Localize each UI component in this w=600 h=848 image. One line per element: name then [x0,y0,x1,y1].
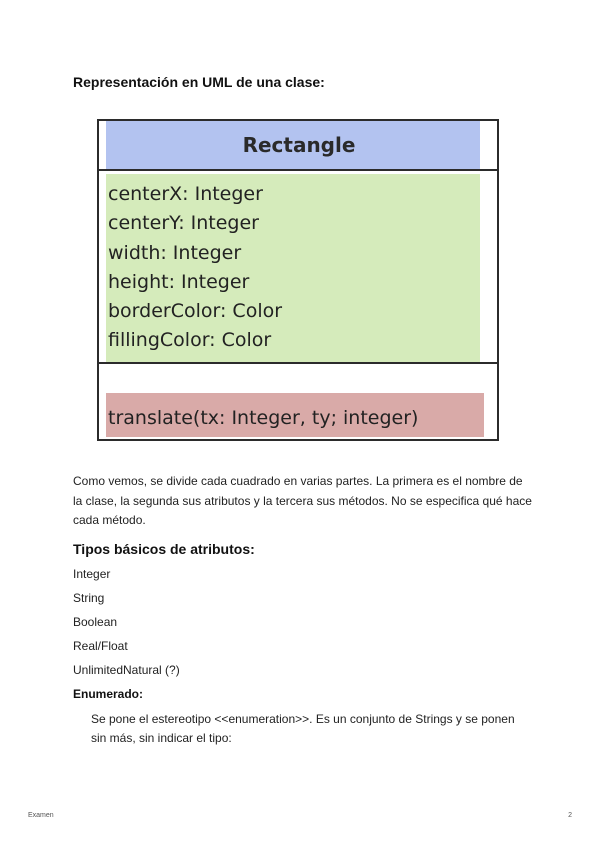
basic-types-list [73,566,180,686]
uml-attributes-list [108,180,282,356]
uml-attribute: fillingColor: Color [108,329,272,352]
enum-paragraph: Se pone el estereotipo <<enumeration>>. Es un conjunto de Strings y se ponen sin más, sin indicar el tipo: [91,712,515,745]
type-item: UnlimitedNatural (?) [73,663,180,677]
uml-class-diagram [97,119,499,441]
type-item: String [73,591,105,605]
uml-name-compartment [99,121,499,171]
type-item: Real/Float [73,639,128,653]
uml-attribute: centerX: Integer [108,183,263,205]
description-paragraph: Como vemos, se divide cada cuadrado en varias partes. La primera es el nombre de la clase, la segunda sus atributos y la tercera sus métodos. No se especifica qué hace cada método. [73,474,532,527]
uml-method: translate(tx: Integer, ty; integer) [108,407,419,429]
uml-attribute: borderColor: Color [108,300,283,323]
heading-basic-types: Tipos básicos de atributos: [73,541,255,557]
uml-attribute: centerY: Integer [108,212,259,235]
type-item: Boolean [73,615,118,629]
type-item: Integer [73,567,111,581]
uml-compartment-divider [99,362,499,364]
heading-uml-representation: Representación en UML de una clase: [73,74,325,90]
uml-attribute: width: Integer [108,241,242,264]
uml-class-name: Rectangle [242,133,356,157]
uml-attribute: height: Integer [108,270,250,293]
heading-enumerated: Enumerado: [73,687,144,701]
page-number: 2 [568,812,572,819]
footer-label: Examen [28,812,54,819]
